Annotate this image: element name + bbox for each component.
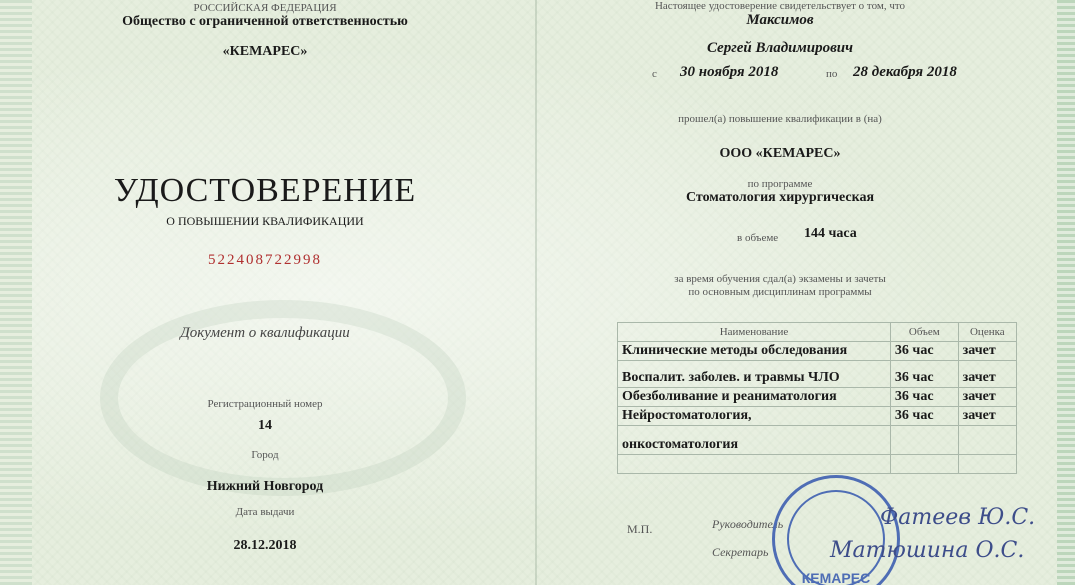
reg-number: 14 [258,418,272,433]
table-row [618,388,1017,407]
training-org: ООО «КЕМАРЕС» [719,146,841,161]
column-header-volume: Объем [890,323,958,342]
passed-text: прошел(а) повышение квалификации в (на) [678,113,882,125]
recipient-surname: Максимов [746,12,814,28]
secretary-label: Секретарь [712,545,769,559]
table-row-empty [618,455,1017,474]
document-kind: Документ о квалификации [180,325,350,341]
discipline-grade [958,426,1016,455]
org-type: Общество с ограниченной ответственностью [122,14,408,29]
discipline-hours: 36 час [890,342,958,361]
discipline-grade: зачет [958,388,1016,407]
discipline-hours: 36 час [890,407,958,426]
city: Нижний Новгород [206,479,324,494]
disciplines-table [617,322,1017,474]
country-label: РОССИЙСКАЯ ФЕДЕРАЦИЯ [193,2,337,14]
column-header-name: Наименование [618,323,891,342]
head-signature: Фатеев Ю.С. [880,505,1036,530]
volume-value: 144 часа [804,226,857,241]
serial-number: 522408722998 [208,252,322,268]
left-guilloche-border [0,0,32,585]
discipline-name: Нейростоматология, [618,407,891,426]
right-guilloche-border [1057,0,1075,585]
discipline-grade: зачет [958,361,1016,388]
reg-number-label: Регистрационный номер [207,398,323,410]
org-name: «КЕМАРЕС» [222,44,308,59]
discipline-grade: зачет [958,407,1016,426]
to-label: по [826,68,838,80]
table-header-row [618,323,1017,342]
discipline-hours [890,426,958,455]
program-label: по программе [747,178,813,190]
discipline-hours: 36 час [890,388,958,407]
volume-label: в объеме [737,232,779,244]
exams-text-line2: по основным дисциплинам программы [688,286,872,298]
document-title: УДОСТОВЕРЕНИЕ [113,172,417,209]
table-row [618,342,1017,361]
exams-text-line1: за время обучения сдал(а) экзамены и зачеты [674,273,886,285]
discipline-grade: зачет [958,342,1016,361]
head-label: Руководитель [712,517,784,531]
table-row [618,361,1017,388]
column-header-grade: Оценка [958,323,1016,342]
secretary-signature: Матюшина О.С. [830,538,1025,563]
program-name: Стоматология хирургическая [685,190,875,205]
discipline-name: Обезболивание и реаниматология [618,388,891,407]
to-date: 28 декабря 2018 [853,64,957,80]
issue-date: 28.12.2018 [233,538,297,553]
official-stamp [772,475,900,585]
document-subtitle: О ПОВЫШЕНИИ КВАЛИФИКАЦИИ [166,214,364,228]
table-row [618,426,1017,455]
from-date: 30 ноября 2018 [680,64,779,80]
recipient-name: Сергей Владимирович [706,40,854,56]
city-label: Город [251,449,279,461]
from-label: с [652,68,657,80]
discipline-name: Воспалит. заболев. и травмы ЧЛО [618,361,891,388]
center-fold [535,0,537,585]
issue-date-label: Дата выдачи [235,506,295,518]
stamp-label: КЕМАРЕС [801,570,871,585]
discipline-name: Клинические методы обследования [618,342,891,361]
discipline-hours: 36 час [890,361,958,388]
discipline-name: онкостоматология [618,426,891,455]
table-row [618,407,1017,426]
intro-text: Настоящее удостоверение свидетельствует о том, что [654,0,906,12]
seal-place-label: М.П. [627,522,653,536]
